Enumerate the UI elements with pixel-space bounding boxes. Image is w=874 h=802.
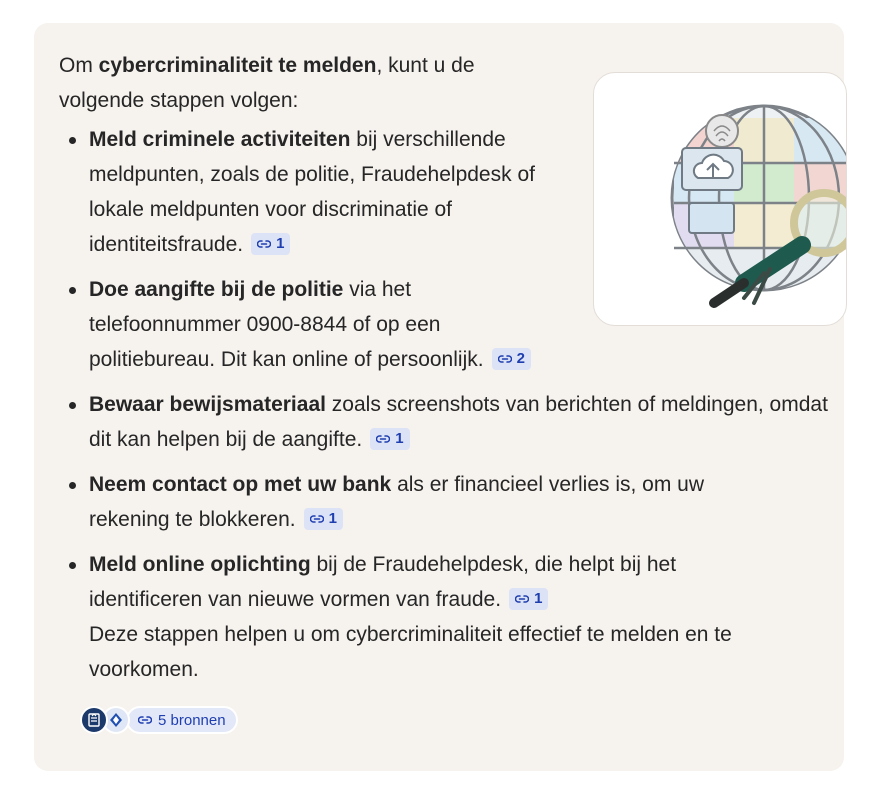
sources-row[interactable]: [80, 705, 238, 735]
citation-number: 1: [534, 590, 543, 607]
citation-badge[interactable]: [509, 588, 548, 610]
list-item: [89, 387, 829, 457]
link-icon: [515, 594, 529, 604]
list-item: [89, 122, 549, 262]
link-icon: [310, 514, 324, 524]
list-item: [89, 272, 549, 377]
link-icon: [376, 434, 390, 444]
step-title: Bewaar bewijsmateriaal: [89, 393, 326, 416]
citation-number: 1: [276, 235, 285, 252]
step-text: via het telefoonnummer 0900-8844 of op een politiebureau. Dit kan online of persoonlijk.: [89, 278, 484, 371]
step-title: Doe aangifte bij de politie: [89, 278, 344, 301]
link-icon: [257, 239, 271, 249]
step-text: bij verschillende meldpunten, zoals de politie, Fraudehelpdesk of lokale meldpunten voor discriminatie of identiteitsfraude.: [89, 128, 535, 256]
step-text: zoals screenshots van berichten of meldingen, omdat dit kan helpen bij de aangifte.: [89, 393, 828, 451]
intro-paragraph: [59, 48, 529, 118]
globe-magnifier-illustration: [594, 73, 846, 325]
intro-prefix: Om: [59, 54, 99, 77]
citation-badge[interactable]: [304, 508, 343, 530]
citation-badge[interactable]: [370, 428, 409, 450]
step-title: Meld online oplichting: [89, 553, 311, 576]
closing-text: Deze stappen helpen u om cybercriminaliteit effectief te melden en te voorkomen.: [89, 623, 732, 681]
citation-number: 1: [328, 510, 337, 527]
answer-card: [34, 23, 844, 771]
rijksoverheid-logo-icon[interactable]: [80, 706, 108, 734]
citation-number: 2: [516, 350, 525, 367]
list-item: [89, 547, 789, 687]
sources-button[interactable]: [126, 706, 238, 734]
intro-suffix: , kunt u de volgende stappen volgen:: [59, 54, 475, 112]
list-item: [89, 467, 769, 537]
answer-illustration[interactable]: [593, 72, 847, 326]
link-icon: [498, 354, 512, 364]
intro-bold: cybercriminaliteit te melden: [98, 54, 377, 77]
sources-label: 5 bronnen: [158, 711, 226, 729]
citation-number: 1: [395, 430, 404, 447]
link-icon: [138, 715, 152, 725]
citation-badge[interactable]: [251, 233, 290, 255]
step-title: Meld criminele activiteiten: [89, 128, 351, 151]
step-title: Neem contact op met uw bank: [89, 473, 392, 496]
step-text: als er financieel verlies is, om uw rekening te blokkeren.: [89, 473, 705, 531]
answer-content: [59, 48, 829, 697]
citation-badge[interactable]: [492, 348, 531, 370]
step-text: bij de Fraudehelpdesk, die helpt bij het identificeren van nieuwe vormen van fraude.: [89, 553, 677, 611]
